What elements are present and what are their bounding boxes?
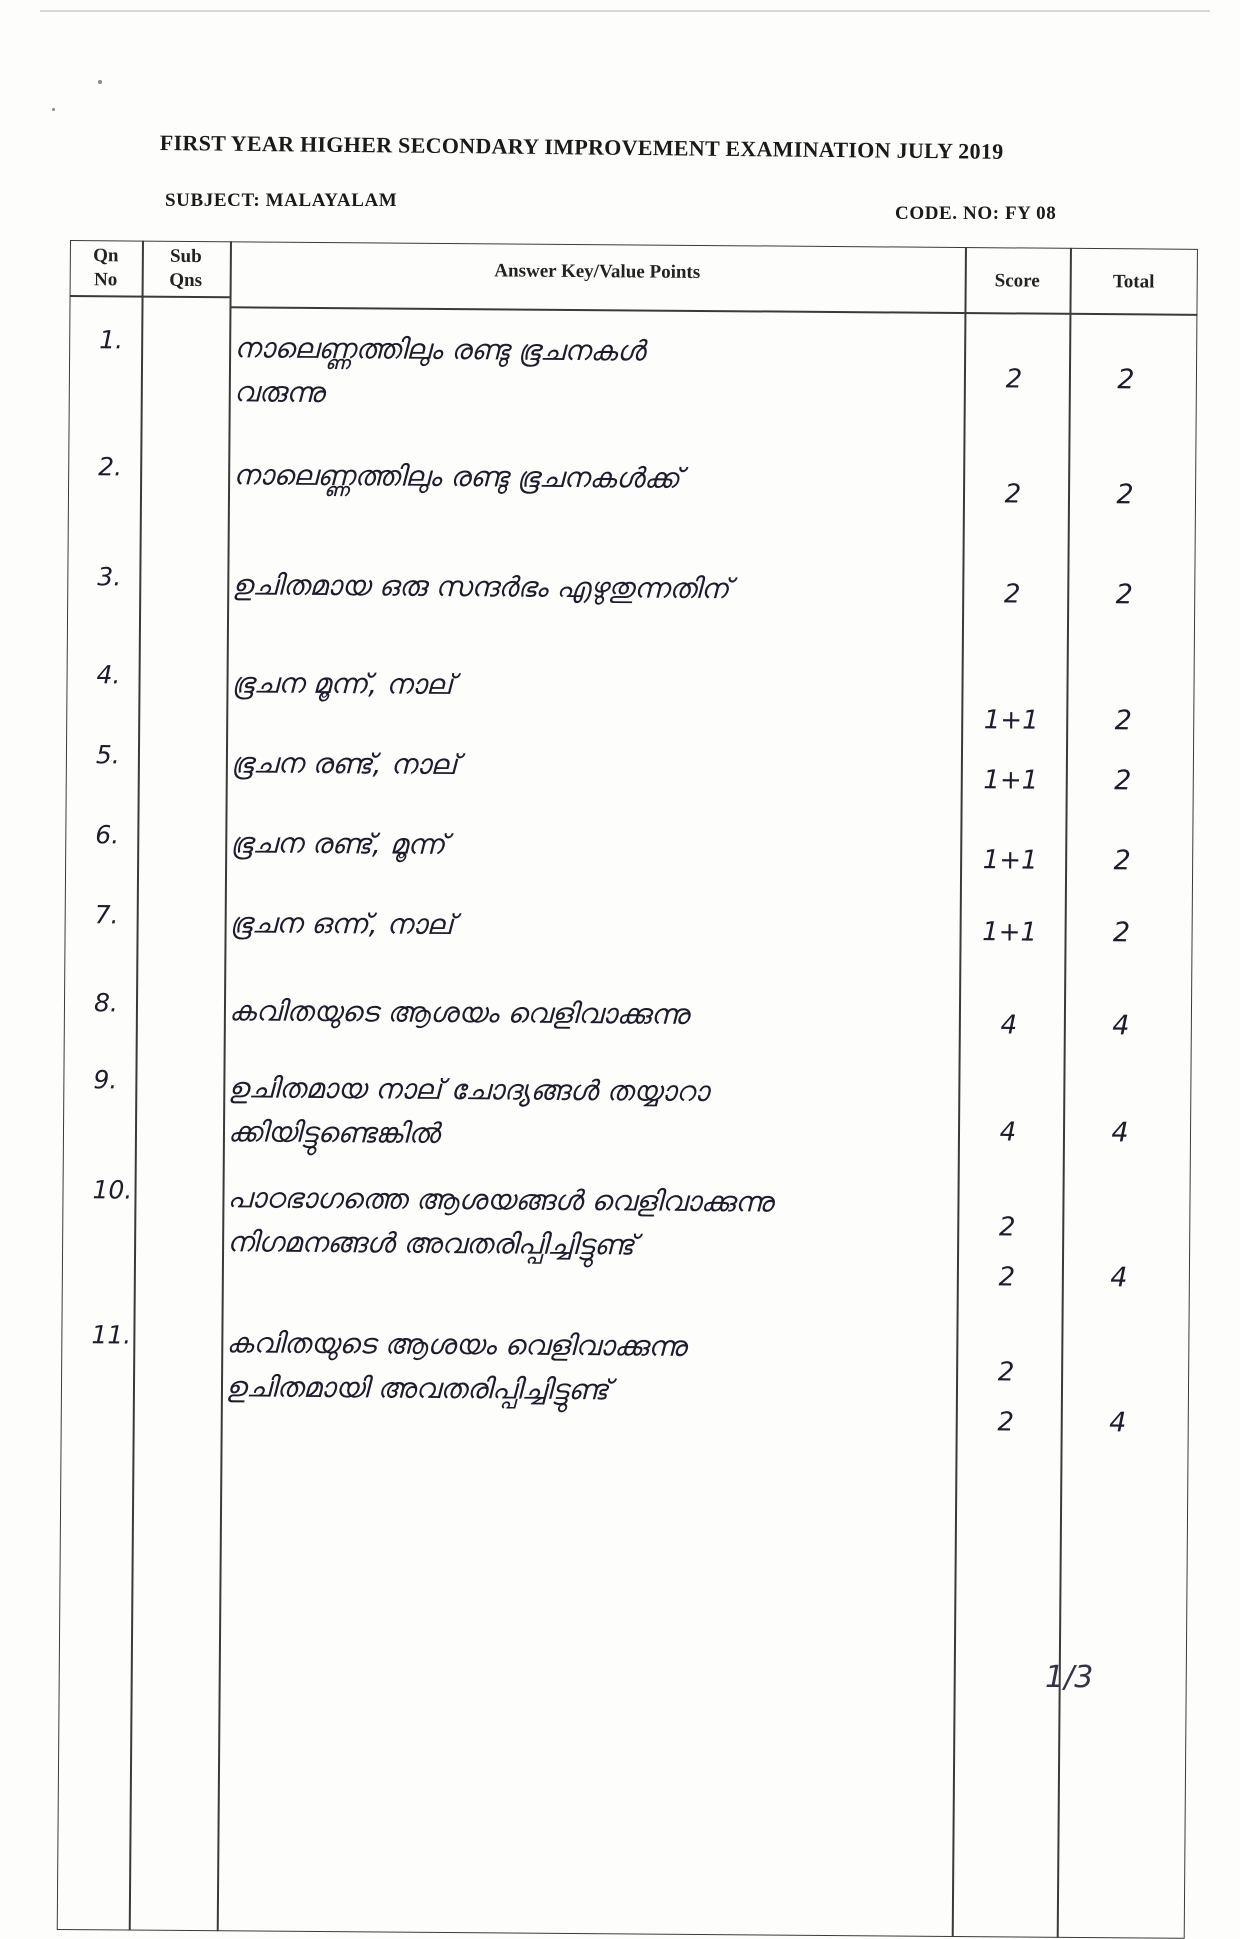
answer-key-table — [57, 240, 1198, 1939]
code-label: CODE. NO: FY 08 — [895, 203, 1057, 224]
total-value: 2 — [1112, 917, 1131, 949]
header-qn-no: Qn No — [93, 245, 119, 291]
table-row — [67, 660, 1195, 737]
question-number: 6. — [95, 820, 120, 850]
score-value: 2 2 — [998, 1212, 1016, 1293]
score-value: 2 2 — [997, 1357, 1015, 1438]
score-value: 4 — [999, 1117, 1017, 1148]
total-value: 4 — [1111, 1117, 1129, 1149]
question-number: 10. — [92, 1175, 133, 1205]
total-value: 2 — [1114, 705, 1132, 737]
answer-text: കവിതയുടെ ആശയം വെളിവാക്കുന്നു — [228, 994, 689, 1031]
scan-speck — [52, 108, 55, 111]
question-number: 3. — [97, 562, 122, 592]
answer-text: ഭൂചന ഒന്ന്, നാല് — [229, 906, 454, 942]
total-value: 4 — [1109, 1407, 1127, 1439]
table-row — [67, 562, 1195, 611]
total-value: 4 — [1112, 1010, 1130, 1042]
answer-text: ഭൂചന രണ്ട്, മൂന്ന് — [230, 826, 446, 861]
header-total: Total — [1112, 271, 1155, 293]
total-value: 2 — [1117, 364, 1135, 396]
total-value: 2 — [1113, 845, 1131, 877]
table-row — [65, 900, 1193, 949]
answer-text: നാലെണ്ണത്തിലും രണ്ടു ഭൂചനകൾ വരുന്നു — [233, 331, 646, 409]
total-value: 2 — [1116, 479, 1134, 511]
question-number: 7. — [94, 900, 119, 930]
score-value: 4 — [1000, 1010, 1018, 1041]
total-value: 4 — [1110, 1262, 1128, 1294]
question-number: 1. — [99, 325, 124, 355]
score-value: 1+1 — [982, 845, 1038, 876]
table-row — [64, 1065, 1192, 1150]
table-row — [69, 325, 1197, 409]
total-value: 2 — [1114, 765, 1132, 797]
answer-text: കവിതയുടെ ആശയം വെളിവാക്കുന്നു ഉചിതമായി അവതരിപ്പിച്ചിട്ടുണ്ട് — [225, 1326, 687, 1407]
header-score: Score — [994, 270, 1040, 292]
question-number: 9. — [93, 1065, 118, 1095]
question-number: 8. — [93, 988, 118, 1018]
question-number: 2. — [98, 452, 123, 482]
score-value: 2 — [1003, 579, 1021, 610]
question-number: 11. — [91, 1320, 132, 1350]
answer-text: പാഠഭാഗത്തെ ആശയങ്ങൾ വെളിവാക്കുന്നു നിഗമനങ്ങൾ അവതരിപ്പിച്ചിട്ടുണ്ട് — [227, 1181, 774, 1262]
scan-speck — [98, 80, 102, 84]
answer-text: ഭൂചന രണ്ട്, നാല് — [230, 746, 458, 782]
table-row — [65, 820, 1193, 877]
question-number: 4. — [96, 660, 121, 690]
table-row — [68, 452, 1196, 511]
page-number: 1/3 — [1045, 1660, 1094, 1695]
score-value: 2 — [1004, 479, 1022, 510]
question-number: 5. — [95, 740, 120, 770]
score-value: 1+1 — [982, 917, 1038, 948]
answer-text: നാലെണ്ണത്തിലും രണ്ടു ഭൂചനകൾക്ക് — [233, 458, 681, 495]
header-sub-qns: Sub Qns — [169, 245, 203, 292]
table-row — [62, 1320, 1190, 1439]
total-value: 2 — [1115, 579, 1133, 611]
table-row — [64, 988, 1192, 1042]
scan-edge-line — [40, 10, 1210, 12]
exam-title: FIRST YEAR HIGHER SECONDARY IMPROVEMENT EXAMINATION JULY 2019 — [159, 130, 1004, 164]
score-value: 2 — [1005, 364, 1023, 395]
answer-text: ഉചിതമായ ഒരു സന്ദർഭം എഴുതുന്നതിന് — [232, 568, 730, 606]
score-value: 1+1 — [983, 705, 1039, 736]
score-value: 1+1 — [983, 765, 1039, 796]
header-answer-key: Answer Key/Value Points — [494, 260, 701, 283]
table-row — [63, 1175, 1191, 1294]
answer-rows — [57, 240, 1198, 1939]
answer-text: ഉചിതമായ നാല് ചോദ്യങ്ങൾ തയ്യാറാ ക്കിയിട്ടുണ്ടെങ്കിൽ — [227, 1071, 709, 1150]
answer-text: ഭൂചന മൂന്ന്, നാല് — [231, 666, 453, 702]
subject-label: SUBJECT: MALAYALAM — [165, 190, 398, 211]
